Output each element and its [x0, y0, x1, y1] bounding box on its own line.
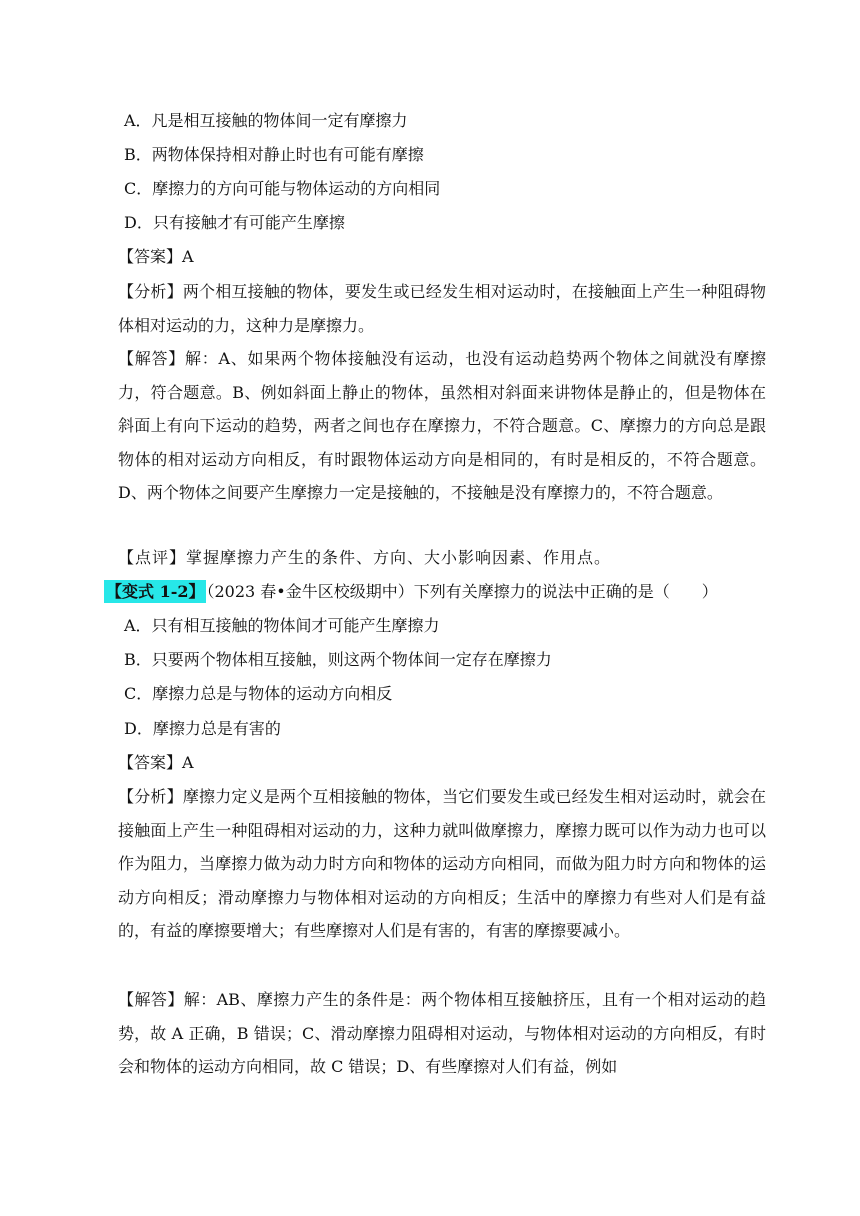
q2-analysis: 【分析】摩擦力定义是两个互相接触的物体，当它们要发生或已经发生相对运动时，就会在接触面上产生一种阻碍相对运动的力，这种力就叫做摩擦力，摩擦力既可以作为动力也可以作为阻力，当摩擦力做为动力时方向和物体的运动方向相同，而做为阻力时方向和物体的运动方向相反；滑动摩擦力与物体相对运动的方向相反；生活中的摩擦力有些对人们是有益的，有益的摩擦要增大；有些摩擦对人们是有害的，有害的摩擦要减小。: [118, 787, 766, 941]
q2-stem: （2023 春•金牛区校级期中）下列有关摩擦力的说法中正确的是（ ）: [206, 582, 718, 601]
q1-answer: 【答案】A: [118, 247, 194, 266]
q1-solution: 【解答】解：A、如果两个物体接触没有运动，也没有运动趋势两个物体之间就没有摩擦力，符合题意。B、例如斜面上静止的物体，虽然相对斜面来讲物体是静止的，但是物体在斜面上有向下运动的趋势，两者之间也存在摩擦力，不符合题意。C、摩擦力的方向总是跟物体的相对运动方向相反，有时跟物体运动方向是相同的，有时是相反的，不符合题意。D、两个物体之间要产生摩擦力一定是接触的，不接触是没有摩擦力的，不符合题意。: [118, 349, 766, 503]
q2-header: [104, 580, 718, 604]
q2-option-d: D．摩擦力总是有害的: [124, 719, 281, 738]
q1-comment: 【点评】掌握摩擦力产生的条件、方向、大小影响因素、作用点。: [118, 548, 612, 567]
q2-option-c: C．摩擦力总是与物体的运动方向相反: [124, 684, 393, 703]
variant-tag-badge: 【变式 1-2】: [106, 582, 205, 601]
q2-option-a: A．只有相互接触的物体间才可能产生摩擦力: [124, 616, 440, 635]
q2-answer: 【答案】A: [118, 753, 194, 772]
q1-option-c: C．摩擦力的方向可能与物体运动的方向相同: [124, 179, 441, 198]
q1-analysis: 【分析】两个相互接触的物体，要发生或已经发生相对运动时，在接触面上产生一种阻碍物体相对运动的力，这种力是摩擦力。: [118, 282, 766, 335]
q2-option-b: B．只要两个物体相互接触，则这两个物体间一定存在摩擦力: [124, 650, 552, 669]
q1-option-a: A．凡是相互接触的物体间一定有摩擦力: [124, 111, 408, 130]
q2-solution: 【解答】解：AB、摩擦力产生的条件是：两个物体相互接触挤压，且有一个相对运动的趋势，故 A 正确，B 错误；C、滑动摩擦力阻碍相对运动，与物体相对运动的方向相反，有时会和物体的运动方向相同，故 C 错误；D、有些摩擦对人们有益，例如: [118, 990, 766, 1077]
q1-option-d: D．只有接触才有可能产生摩擦: [124, 213, 345, 232]
q1-option-b: B．两物体保持相对静止时也有可能有摩擦: [124, 145, 424, 164]
